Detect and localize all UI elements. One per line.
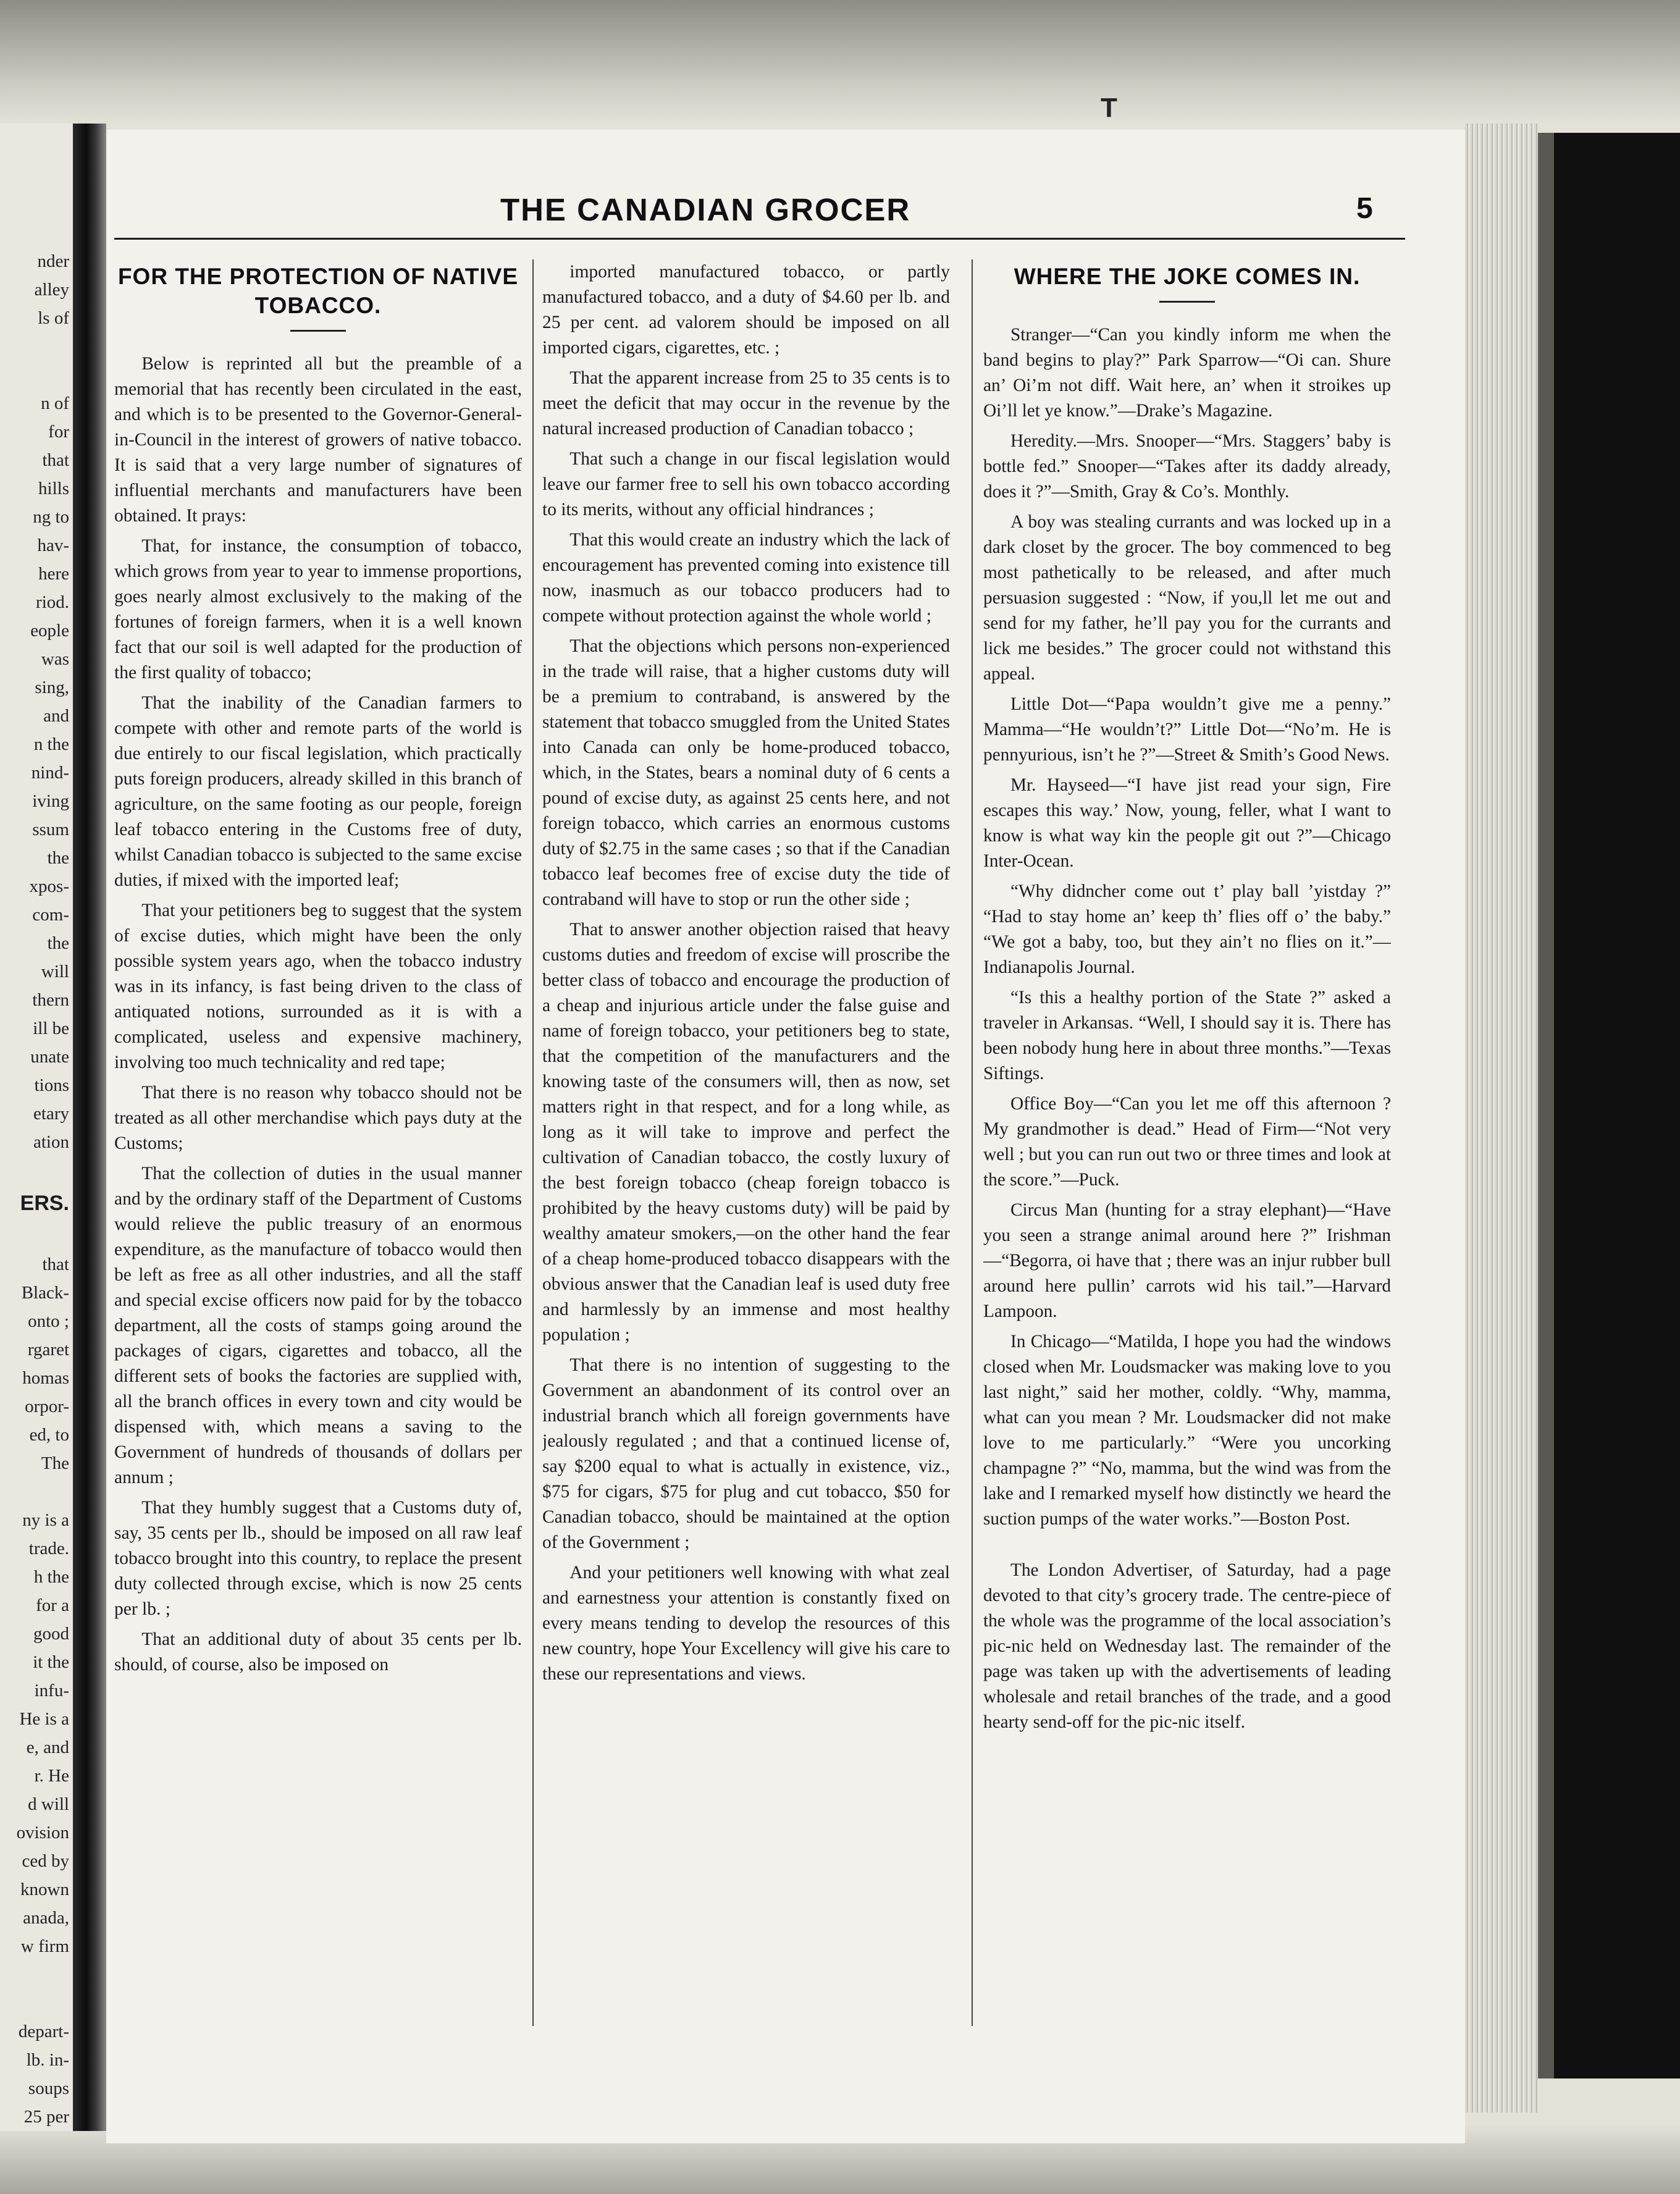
- prev-page-line: sing,: [35, 678, 69, 697]
- prev-page-line: h the: [33, 1567, 69, 1587]
- prev-page-line: ill be: [33, 1019, 69, 1038]
- paragraph: That the apparent increase from 25 to 35 cents is to meet the deficit that may occur in the revenue by the natural increased production of Canadian tobacco ;: [542, 368, 950, 439]
- paragraph: Below is reprinted all but the preamble of a memorial that has recently been circulated in the east, and which is to be presented to the Governor-General-in-Council in the interest of growers of native tobacco. It is said that a very large number of signatures of influential merchants and manufacturers have been obtained. It prays:: [114, 354, 522, 526]
- prev-page-line: orpor-: [25, 1397, 69, 1416]
- prev-page-line: 25 per: [23, 2107, 69, 2127]
- prev-page-line: the: [47, 848, 69, 868]
- article-body: [114, 351, 522, 1678]
- prev-page-line: trade.: [28, 1539, 69, 1558]
- scan-shadow-top: [0, 0, 1680, 124]
- paragraph: The London Advertiser, of Saturday, had a page devoted to that city’s grocery trade. The centre-piece of the whole was the programme of the local association’s pic-nic held on Wednesday last. The remainder of the page was taken up with the advertisements of leading wholesale and retail branches of the trade, and a good hearty send-off for the pic-nic itself.: [983, 1560, 1391, 1732]
- prev-page-line: xpos-: [29, 876, 69, 896]
- article-body: [983, 322, 1391, 1735]
- prev-page-line: w firm: [20, 1936, 69, 1956]
- prev-page-line: soups: [28, 2078, 69, 2098]
- prev-page-line: unate: [30, 1047, 69, 1067]
- paragraph: A boy was stealing currants and was locked up in a dark closet by the grocer. The boy commenced to beg most pathetically to be released, and after much persuasion suggested : “Now, if you,ll let me out and send for my father, he’ll pay you for the currants and lick me besides.” The grocer could not withstand this appeal.: [983, 512, 1391, 684]
- paragraph: Office Boy—“Can you let me off this afternoon ? My grandmother is dead.” Head of Firm—“Not very well ; but you can run out two or three times and look at the score.”—Puck.: [983, 1094, 1391, 1190]
- paragraph: That they humbly suggest that a Customs duty of, say, 35 cents per lb., should be imposed on all raw leaf tobacco brought into this country, to replace the present duty collected through excise, which is now 25 cents per lb. ;: [114, 1498, 522, 1619]
- prev-page-line: He is a: [19, 1709, 69, 1729]
- prev-page-lines-c: [0, 1250, 73, 1477]
- prev-page-line: hav-: [37, 536, 69, 555]
- prev-page-line: The: [41, 1453, 69, 1473]
- paragraph: That the objections which persons non-experienced in the trade will raise, that a higher customs duty will be a premium to contraband, is answered by the statement that tobacco smuggled from the United States into Canada can only be home-produced tobacco, which, in the States, bears a nominal duty of 6 cents a pound of excise duty, as against 25 cents here, and not foreign tobacco, which carries an enormous customs duty of $2.75 in the same cases ; so that if the Canadian tobacco leaf becomes free of excise duty the tide of contraband will have to stop or run the other side ;: [542, 636, 950, 909]
- prev-page-line: ovision: [16, 1823, 69, 1843]
- prev-page-line: ny is a: [22, 1510, 69, 1530]
- prev-page-lines-a: [0, 247, 73, 332]
- article-jokes: [983, 259, 1391, 2026]
- paragraph: Little Dot—“Papa wouldn’t give me a penny.” Mamma—“He wouldn’t?” Little Dot—“No’m. He is pennyurious, isn’t he ?”—Street & Smith’s Good News.: [983, 694, 1391, 765]
- paragraph: That there is no reason why tobacco should not be treated as all other merchandise which pays duty at the Customs;: [114, 1083, 522, 1153]
- prev-page-line: hills: [38, 479, 69, 498]
- section-gap: [983, 1537, 1391, 1558]
- paragraph: “Is this a healthy portion of the State ?” asked a traveler in Arkansas. “Well, I should say it is. There has been nobody hung here in about three months.”—Texas Siftings.: [983, 988, 1391, 1083]
- prev-page-line: good: [33, 1624, 69, 1644]
- prev-page-line: nind-: [31, 763, 69, 783]
- page-edges: [1465, 124, 1538, 2112]
- page-title: THE CANADIAN GROCER: [500, 192, 911, 227]
- prev-page-line: r. He: [34, 1766, 69, 1786]
- title-rule: [290, 330, 346, 332]
- prev-page-line: it the: [33, 1652, 69, 1672]
- prev-page-lines-b: [0, 389, 73, 1156]
- prev-page-line: known: [20, 1880, 69, 1899]
- paragraph: imported manufactured tobacco, or partly manufactured tobacco, and a duty of $4.60 per lb. and 25 per cent. ad valorem should be imposed on all imported cigars, cigarettes, etc. ;: [542, 262, 950, 358]
- book-cover-board: [1538, 133, 1680, 2078]
- prev-page-line: ls of: [38, 308, 69, 328]
- prev-page-line: thern: [32, 990, 69, 1010]
- paragraph: That to answer another objection raised that heavy customs duties and freedom of excise will proscribe the better class of tobacco and encourage the production of a cheap and injurious article under the false guise and name of foreign tobacco, your petitioners beg to state, that the competition of the manufacturers and the knowing taste of the consumers will, then as now, set matters right in that respect, and for a long while, as long as it will take to improve and perfect the cultivation of Canadian tobacco, the costly luxury of the best foreign tobacco (cheap foreign tobacco is prohibited by the heavy customs duty) will be paid by wealthy amateur smokers,—on the other hand the fear of a cheap home-produced tobacco disappears with the obvious answer that the Canadian leaf is used duty free and harmlessly by an immense and most healthy population ;: [542, 920, 950, 1345]
- prev-page-line: onto ;: [28, 1311, 69, 1331]
- prev-page-line: lb. in-: [26, 2050, 69, 2070]
- prev-page-line: riod.: [36, 592, 69, 612]
- prev-page-line: ssum: [32, 820, 69, 839]
- prev-page-line: tions: [34, 1075, 69, 1095]
- paragraph: Heredity.—Mrs. Snooper—“Mrs. Staggers’ baby is bottle fed.” Snooper—“Takes after its daddy already, does it ?”—Smith, Gray & Co’s. Monthly.: [983, 431, 1391, 502]
- prev-page-line: homas: [22, 1368, 69, 1388]
- paragraph: In Chicago—“Matilda, I hope you had the windows closed when Mr. Loudsmacker was making love to you last night,” said her mother, coldly. “Why, mamma, what can you mean ? Mr. Loudsmacker did not make love to me particularly.” “Were you uncorking champagne ?” “No, mamma, but the wind was from the lake and I remarked myself how distinctly we heard the suction pumps of the water works.”—Boston Post.: [983, 1332, 1391, 1529]
- prev-page-line: for a: [36, 1595, 69, 1615]
- book-cover-edge: [1538, 133, 1554, 2078]
- paragraph: Circus Man (hunting for a stray elephant)—“Have you seen a strange animal around here ?” Irishman—“Begorra, oi have that ; there was an injur rubber bull around here pullin’ carrots wid his tail.”—Harvard Lampoon.: [983, 1200, 1391, 1321]
- prev-page-line: eople: [30, 621, 69, 641]
- prev-page-line: ced by: [22, 1851, 69, 1871]
- paragraph: And your petitioners well knowing with what zeal and earnestness your attention is constantly fixed on every means tending to develop the resources of this new country, hope Your Excellency will give his care to these our representations and views.: [542, 1563, 950, 1684]
- margin-mark: T: [1101, 93, 1117, 123]
- prev-page-line: anada,: [23, 1908, 69, 1928]
- title-rule: [1159, 301, 1215, 303]
- paragraph: Stranger—“Can you kindly inform me when the band begins to play?” Park Sparrow—“Oi can. Shure an’ Oi’m not diff. Wait here, an’ when it stroikes up Oi’ll let ye know.”—Drake’s Magazine.: [983, 325, 1391, 421]
- prev-page-line: for: [48, 422, 69, 442]
- article-native-tobacco-continued: [542, 259, 950, 2026]
- paragraph: That this would create an industry which the lack of encouragement has prevented coming into existence till now, inasmuch as our tobacco producers had to compete without protection against the whole world ;: [542, 530, 950, 626]
- article-title: FOR THE PROTECTION OF NATIVE TOBACCO.: [117, 264, 519, 318]
- article-title: WHERE THE JOKE COMES IN.: [1014, 264, 1361, 289]
- paragraph: That, for instance, the consumption of tobacco, which grows from year to year to immense proportions, goes nearly almost exclusively to the making of the fortunes of foreign farmers, when it is a well known fact that our soil is well adapted for the production of the first quality of tobacco;: [114, 536, 522, 683]
- book-gutter: [73, 124, 106, 2131]
- paragraph: That the inability of the Canadian farmers to compete with other and remote parts of the world is due entirely to our fiscal legislation, which practically puts foreign producers, already skilled in this branch of agriculture, on the same footing as our people, foreign leaf tobacco entering in the Customs free of duty, whilst Canadian tobacco is subjected to the same excise duties, if mixed with the imported leaf;: [114, 693, 522, 890]
- prev-page-line: nder: [37, 251, 69, 271]
- prev-page-heading: ERS.: [20, 1192, 69, 1215]
- paragraph: Mr. Hayseed—“I have jist read your sign, Fire escapes this way.’ Now, young, feller, what I want to know is what way kin the people git out ?”—Chicago Inter-Ocean.: [983, 775, 1391, 871]
- prev-page-line: com-: [32, 905, 69, 925]
- prev-page-line: ation: [33, 1132, 69, 1152]
- prev-page-line: ed, to: [29, 1425, 69, 1445]
- prev-page-line: depart-: [18, 2022, 69, 2041]
- paragraph: That your petitioners beg to suggest that the system of excise duties, which might have been the only possible system years ago, when the tobacco industry was in its infancy, is fast being driven to the class of antiquated notions, surrounded as it is with a complicated, useless and expensive machinery, involving too much technicality and red tape;: [114, 901, 522, 1072]
- prev-page-line: d will: [28, 1794, 69, 1814]
- article-body: [542, 259, 950, 1687]
- column-divider: [972, 259, 973, 2026]
- prev-page-line: infu-: [34, 1681, 69, 1700]
- page-number: 5: [1356, 192, 1373, 225]
- prev-page-line: Black-: [21, 1283, 69, 1303]
- prev-page-line: that: [42, 1255, 69, 1274]
- prev-page-line: here: [38, 564, 69, 584]
- article-native-tobacco: [114, 259, 522, 2026]
- prev-page-line: iving: [32, 791, 69, 811]
- prev-page-line: rgaret: [27, 1340, 69, 1360]
- previous-page-fragment: [0, 124, 73, 2131]
- prev-page-line: n of: [41, 393, 69, 413]
- prev-page-line: etary: [33, 1104, 69, 1124]
- prev-page-line: e, and: [26, 1738, 69, 1757]
- prev-page-line: n the: [33, 734, 69, 754]
- prev-page-line: and: [43, 706, 69, 726]
- prev-page-line: the: [47, 933, 69, 953]
- paragraph: That the collection of duties in the usual manner and by the ordinary staff of the Department of Customs would relieve the public treasury of an enormous expenditure, as the manufacture of tobacco would then be left as free as all other industries, and all the staff and special excise officers now paid for by the tobacco department, all the costs of stamps going around the packages of cigars, cigarettes and tobacco, all the different sets of books the factories are supplied with, all the branch offices in every town and city would be dispensed with, which means a saving to the Government of hundreds of thousands of dollars per annum ;: [114, 1164, 522, 1487]
- prev-page-line: alley: [34, 280, 69, 300]
- paragraph: That such a change in our fiscal legislation would leave our farmer free to sell his own tobacco according to its merits, without any official hindrances ;: [542, 449, 950, 519]
- prev-page-lines-e: [0, 2017, 73, 2131]
- prev-page-line: was: [41, 649, 69, 669]
- prev-page-line: that: [42, 450, 69, 470]
- header-rule: [114, 238, 1405, 240]
- prev-page-line: will: [41, 962, 69, 981]
- prev-page-line: ng to: [33, 507, 69, 527]
- column-divider: [532, 259, 534, 2026]
- paragraph: That there is no intention of suggesting to the Government an abandonment of its control over an industrial branch which all foreign governments have jealously regulated ; and that a continued license of, say $200 equal to what is actually in existence, viz., $75 for cigars, $75 for plug and cut tobacco, $50 for Canadian tobacco, should be maintained at the option of the Government ;: [542, 1355, 950, 1552]
- prev-page-lines-d: [0, 1506, 73, 1961]
- paragraph: That an additional duty of about 35 cents per lb. should, of course, also be imposed on: [114, 1629, 522, 1675]
- paragraph: “Why didncher come out t’ play ball ’yistday ?” “Had to stay home an’ keep th’ flies off o’ the baby.” “We got a baby, too, but they ain’t no flies on it.”—Indianapolis Journal.: [983, 881, 1391, 977]
